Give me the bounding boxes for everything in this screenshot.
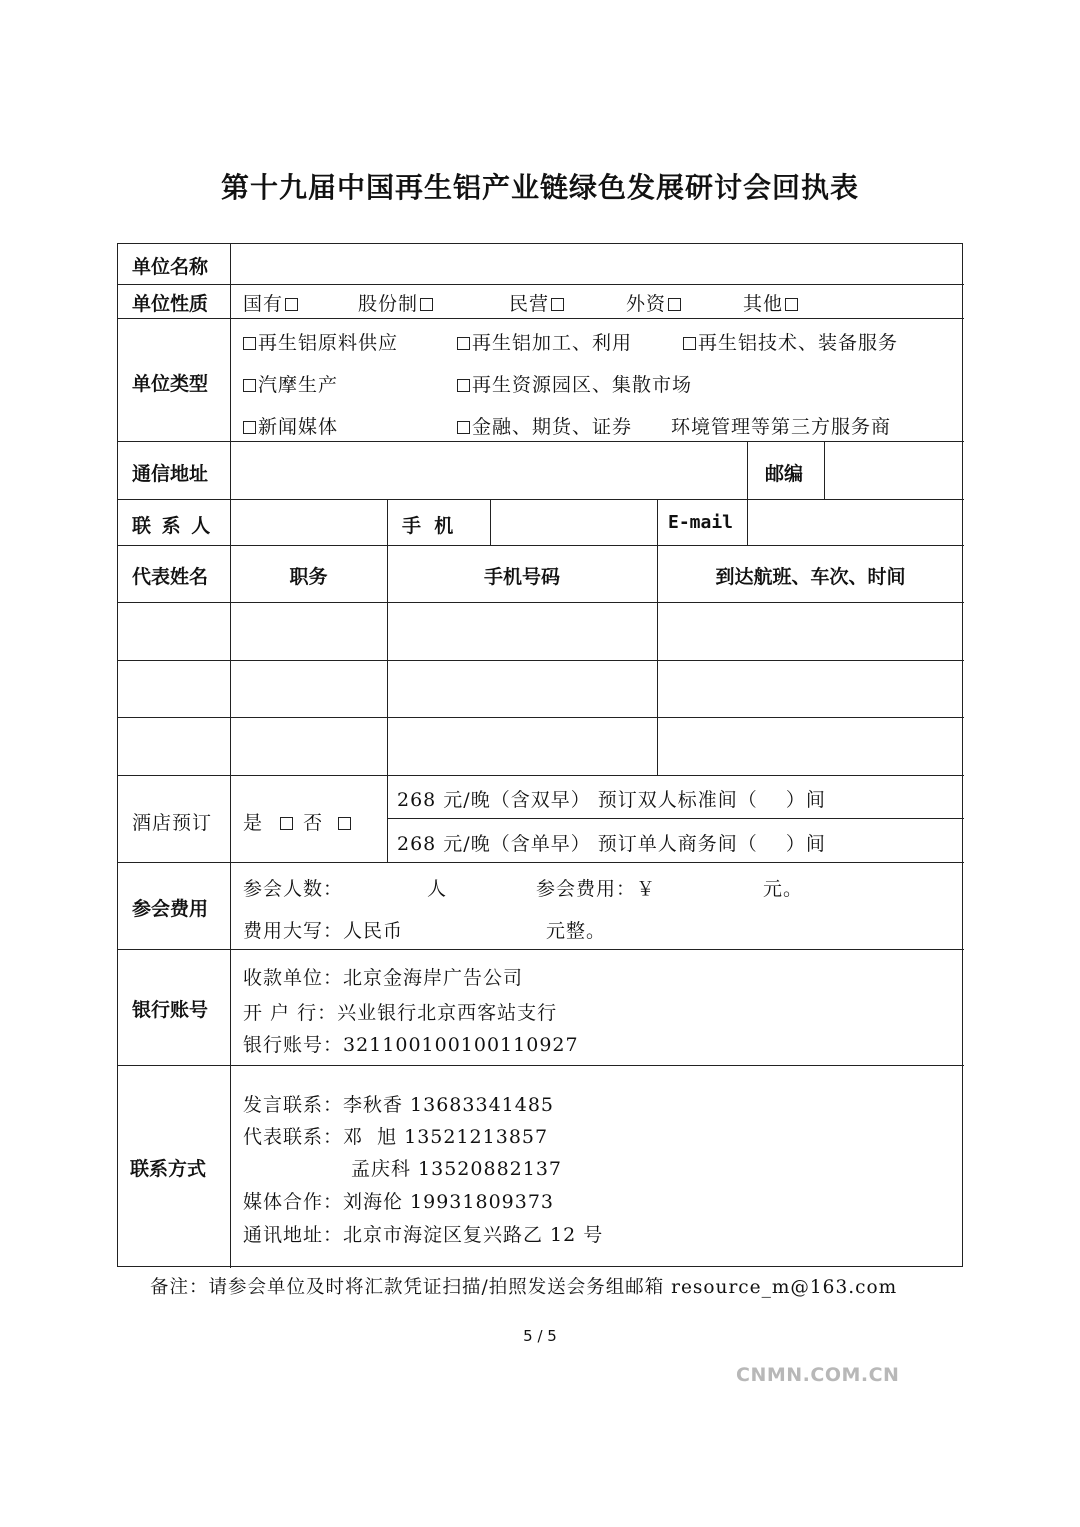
rep-name-header: 代表姓名 — [132, 566, 209, 588]
checkbox-icon — [243, 379, 256, 392]
address-label: 通信地址 — [132, 463, 209, 485]
row-divider — [118, 284, 964, 285]
unit-nature-label: 单位性质 — [132, 293, 209, 315]
fee-count-unit: 人 — [427, 878, 448, 900]
fee-count-label: 参会人数： — [243, 878, 344, 900]
fee-caps-unit: 元整。 — [546, 920, 607, 942]
row-divider — [118, 1065, 964, 1066]
checkbox-icon — [457, 421, 470, 434]
mobile-label: 手 机 — [402, 515, 454, 537]
checkbox-icon — [668, 298, 681, 311]
column-divider — [657, 499, 658, 775]
checkbox-icon — [683, 337, 696, 350]
type-option-raw-material[interactable]: 再生铝原料供应 — [241, 328, 398, 355]
unit-type-label: 单位类型 — [132, 373, 209, 395]
fee-amount-label: 参会费用：￥ — [536, 878, 657, 900]
row-divider — [118, 775, 964, 776]
option-state-owned[interactable]: 国有 — [243, 289, 300, 316]
column-divider — [747, 499, 748, 545]
hotel-booking-choice[interactable]: 是 否 — [243, 808, 359, 835]
contact-line-media: 媒体合作：刘海伦 19931809373 — [243, 1191, 555, 1213]
contact-line-speaker: 发言联系：李秋香 13683341485 — [243, 1094, 555, 1116]
registration-form-table — [117, 243, 963, 1267]
bank-payee: 收款单位：北京金海岸广告公司 — [243, 967, 524, 989]
watermark: CNMN.COM.CN — [736, 1364, 900, 1386]
type-option-auto[interactable]: 汽摩生产 — [241, 370, 338, 397]
type-option-media[interactable]: 新闻媒体 — [241, 412, 338, 439]
row-divider — [118, 717, 964, 718]
rep-arrival-header: 到达航班、车次、时间 — [715, 566, 906, 588]
contact-person-label: 联 系 人 — [132, 515, 213, 537]
type-option-recycling-park[interactable]: 再生资源园区、集散市场 — [455, 370, 692, 397]
contact-line-delegate-2: 孟庆科 13520882137 — [351, 1158, 563, 1180]
email-label: E-mail — [668, 512, 734, 533]
checkbox-icon — [243, 421, 256, 434]
hotel-option-single: 268 元/晚（含单早） 预订单人商务间（ ）间 — [397, 833, 826, 855]
contact-line-address: 通讯地址：北京市海淀区复兴路乙 12 号 — [243, 1224, 604, 1246]
page-number: 5 / 5 — [523, 1327, 557, 1345]
option-joint-stock[interactable]: 股份制 — [358, 289, 435, 316]
checkbox-icon — [243, 337, 256, 350]
column-divider — [387, 499, 388, 862]
row-divider — [118, 545, 964, 546]
row-divider — [118, 499, 964, 500]
contact-method-label: 联系方式 — [130, 1158, 207, 1180]
option-private[interactable]: 民营 — [509, 289, 566, 316]
hotel-label: 酒店预订 — [132, 812, 213, 834]
type-option-processing[interactable]: 再生铝加工、利用 — [455, 328, 632, 355]
footnote: 备注：请参会单位及时将汇款凭证扫描/拍照发送会务组邮箱 resource_m@163.com — [150, 1277, 898, 1298]
bank-branch: 开 户 行：兴业银行北京西客站支行 — [243, 1002, 558, 1024]
option-foreign[interactable]: 外资 — [626, 289, 683, 316]
row-divider — [118, 949, 964, 950]
fee-label: 参会费用 — [132, 898, 209, 920]
page-title: 第十九届中国再生铝产业链绿色发展研讨会回执表 — [220, 171, 859, 204]
type-option-finance[interactable]: 金融、期货、证券 — [455, 412, 632, 439]
type-option-third-party: 环境管理等第三方服务商 — [671, 416, 892, 438]
column-divider — [747, 441, 748, 499]
bank-label: 银行账号 — [132, 999, 209, 1021]
option-other[interactable]: 其他 — [743, 289, 800, 316]
column-divider — [824, 441, 825, 499]
rep-mobile-header: 手机号码 — [483, 566, 560, 588]
row-divider — [118, 660, 964, 661]
type-option-technology[interactable]: 再生铝技术、装备服务 — [681, 328, 898, 355]
checkbox-icon — [457, 379, 470, 392]
fee-caps-label: 费用大写：人民币 — [243, 920, 404, 942]
postcode-label: 邮编 — [765, 463, 804, 485]
checkbox-icon — [457, 337, 470, 350]
contact-line-delegate: 代表联系：邓 旭 13521213857 — [243, 1126, 549, 1148]
unit-name-label: 单位名称 — [132, 256, 209, 278]
checkbox-icon — [338, 817, 351, 830]
row-divider — [118, 602, 964, 603]
column-divider — [490, 499, 491, 545]
fee-amount-unit: 元。 — [763, 878, 804, 900]
row-divider — [118, 862, 964, 863]
row-divider — [387, 818, 964, 819]
checkbox-icon — [420, 298, 433, 311]
checkbox-icon — [785, 298, 798, 311]
column-divider — [230, 244, 231, 1268]
checkbox-icon — [551, 298, 564, 311]
row-divider — [118, 318, 964, 319]
row-divider — [118, 441, 964, 442]
checkbox-icon — [285, 298, 298, 311]
hotel-option-twin: 268 元/晚（含双早） 预订双人标准间（ ）间 — [397, 789, 826, 811]
bank-account: 银行账号：321100100100110927 — [243, 1034, 579, 1056]
rep-title-header: 职务 — [289, 566, 328, 588]
checkbox-icon — [280, 817, 293, 830]
